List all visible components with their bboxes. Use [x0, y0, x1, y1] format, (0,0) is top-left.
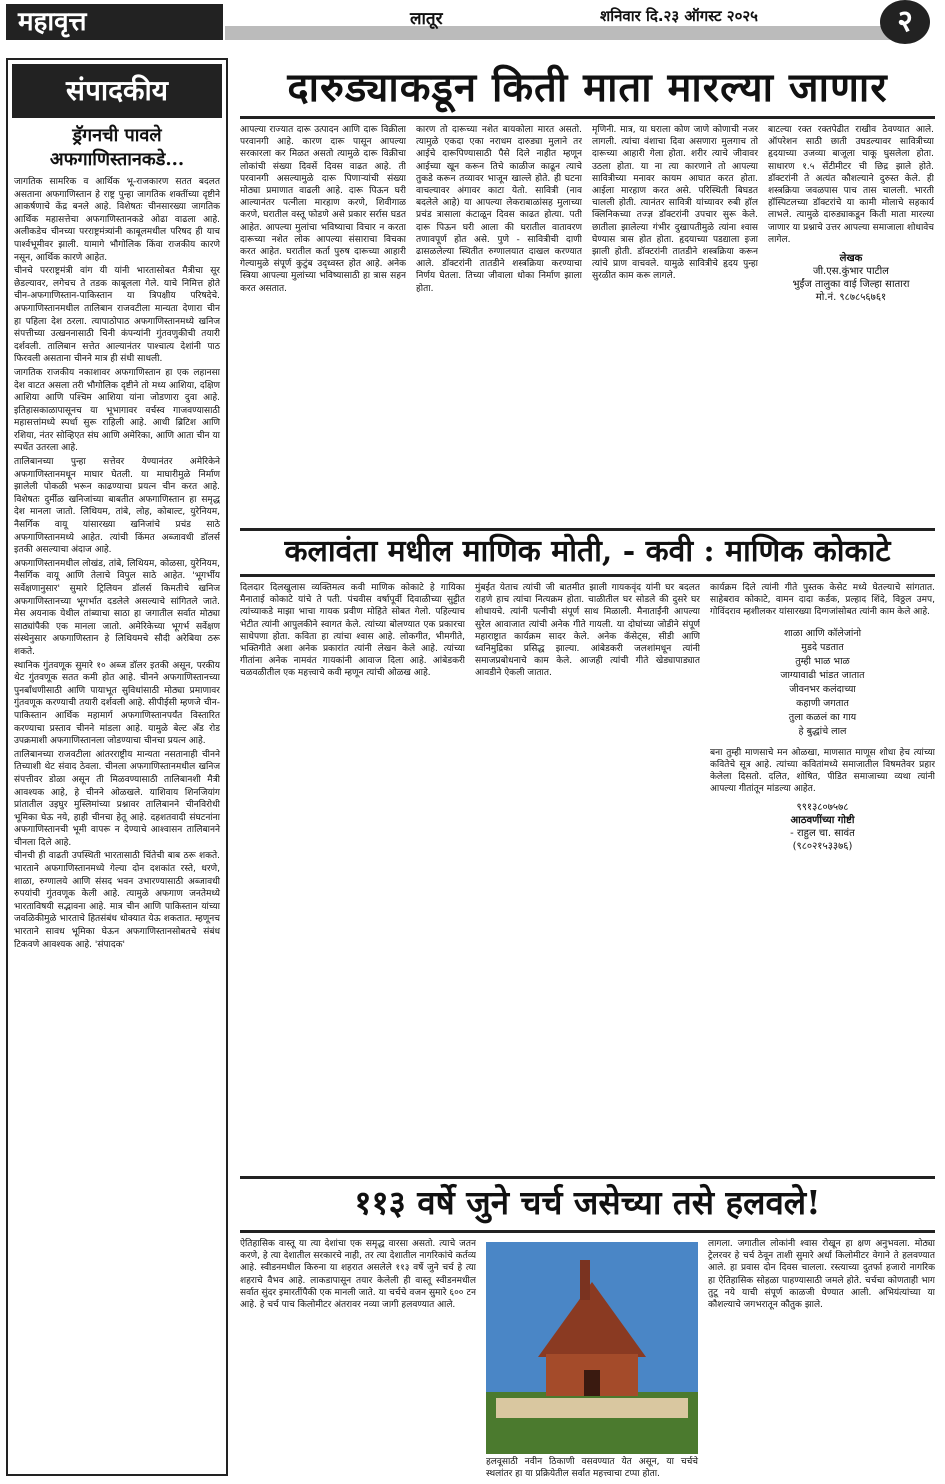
column-name: आठवणींच्या गोष्टी — [790, 815, 855, 827]
article-2-col-2 — [475, 582, 700, 1172]
contributor-signature — [710, 801, 935, 853]
article-2-body — [240, 582, 935, 1172]
editorial-paragraph: जागतिक सामरिक व आर्थिक भू-राजकारण सतत बदलत असताना अफगाणिस्तान हे राष्ट्र पुन्हा जागतिक शक्तींच्या दृष्टीने आकर्षणाचे केंद्र बनले आहे. विशेषतः चीनसारख्या जागतिक आर्थिक महासत्तेचा अफगाणिस्तानकडे ओढा वाढला आहे. अलीकडेच चीनच्या परराष्ट्रमंत्र्यांनी काबूलमधील परिषद ही याच पार्श्वभूमीवर झाली. यामागे भौगोलिक किंवा राजकीय कारणे नसून, आर्थिक कारणे आहेत. — [14, 177, 220, 263]
photo-caption: हलवूसाठी नवीन ठिकाणी वसवण्यात येत असून, या चर्चचे स्थलांतर हा या प्रक्रियेतील सर्वात महत्त्वाचा टप्पा होता. — [486, 1457, 698, 1479]
article-text: मृणिनी. मात्र, या घराला कोण जाणे कोणाची नजर लागली. त्यांचा वंशाचा दिवा असणारा मुलगाच तो दारूच्या आहारी गेला होता. शरीर त्याचे जीवावर उठला होता. या ना त्या कारणाने तो आपल्या सावित्रीच्या मनावर कायम आघात करत होता. आईला मारहाण करत असे. परिस्थिती बिघडत चालली होती. त्यानंतर सावित्री यांच्यावर रुबी हॉल क्लिनिकच्या तज्ज्ञ डॉक्टरांनी उपचार सुरू केले. छातीला झालेल्या गंभीर दुखापतीमुळे त्यांना श्वास घेण्यास त्रास होत होता. हृदयाच्या पडद्याला इजा झाली होती. डॉक्टरांनी तातडीने शस्त्रक्रिया करून त्यांचे प्राण वाचवले. यामुळे सावित्रीचे हृदय पुन्हा सुरळीत काम करू लागले. — [592, 125, 758, 282]
article-text: लागला. जगातील लोकांनी श्वास रोखून हा क्षण अनुभवला. मोठ्या ट्रेलरवर हे चर्च ठेवून ताशी सुमारे अर्धा किलोमीटर वेगाने ते हलवण्यात आले. हा प्रवास दोन दिवस चालला. रस्त्याच्या दुतर्फा हजारो नागरिक हा ऐतिहासिक सोहळा पाहण्यासाठी जमले होते. चर्चचा कोणताही भाग तुटू नये याची संपूर्ण काळजी घेण्यात आली. अभियंत्यांच्या या कौशल्याचे जगभरातून कौतुक झाले. — [708, 1239, 935, 1311]
poem-line: जीवनभर कलंदाच्या — [789, 683, 856, 695]
article-text: आपल्या राज्यात दारू उत्पादन आणि दारू विक्रीला परवानगी आहे. कारण दारू पासून आपल्या सरकारला कर मिळत असतो त्यामुळे दारू विक्रीचा लोकांची संख्या दिवसें दिवस वाढत आहे. ती परवानगी असल्यामुळे दारू पिणाऱ्यांची संख्या मोठ्या प्रमाणात वाढली आहे. दारू पिऊन घरी आल्यानंतर पत्नीला मारहाण करणे, शिवीगाळ करणे, घरातील वस्तू फोडणे असे प्रकार सर्रास घडत आहेत. आपल्या मुलांचा भविष्याचा विचार न करता दारूच्या नशेत लोक आपल्या संसाराचा विचका करत आहेत. घरातील कर्ता पुरुष दारूच्या आहारी गेल्यामुळे संपूर्ण कुटुंब उद्ध्वस्त होत आहे. अनेक स्त्रिया आपल्या मुलांच्या भविष्यासाठी हा त्रास सहन करत असतात. — [240, 125, 406, 294]
editorial-paragraph: चीनची ही वाढती उपस्थिती भारतासाठी चिंतेची बाब ठरू शकते. भारताने अफगाणिस्तानमध्ये गेल्या दोन दशकांत रस्ते, धरणे, शाळा, रुग्णालये आणि संसद भवन उभारण्यासाठी अब्जावधी रुपयांची गुंतवणूक केली आहे. त्यामुळे अफगाण जनतेमध्ये भारताविषयी सद्भावना आहे. मात्र चीन आणि पाकिस्तान यांच्या जवळिकीमुळे भारताचे हितसंबंध धोक्यात येऊ शकतात. म्हणूनच भारताने सावध भूमिका घेऊन अफगाणिस्तानसोबतचे संबंध टिकवणे आवश्यक आहे. 'संपादक' — [14, 851, 220, 950]
crowd — [496, 1398, 688, 1418]
poem-line: कहाणी जगतात — [796, 697, 849, 709]
article-3-headline: ११३ वर्षे जुने चर्च जसेच्या तसे हलवले! — [354, 1183, 821, 1222]
poem-line: जाग्यावाढी भांडत जातात — [780, 669, 865, 681]
editorial-title: ड्रॅगनची पावले अफगाणिस्तानकडे... — [49, 125, 185, 170]
poem-line: तुला कळलं का गाय — [788, 711, 857, 723]
contributor-phone: (९८०२१५३३७६) — [792, 841, 853, 853]
editorial-paragraph: तालिबानच्या राजवटीला आंतरराष्ट्रीय मान्यता नसतानाही चीनने तिच्याशी थेट संवाद ठेवला. चीनला अफगाणिस्तानमधील खनिज संपत्तीवर डोळा असून ती मिळवण्यासाठी तालिबानशी मैत्री आवश्यक आहे, हे चीनने ओळखले. याशिवाय शिनजियांग प्रांतातील उइघुर मुस्लिमांच्या प्रश्नावर तालिबानने चीनविरोधी भूमिका घेऊ नये, हाही चीनचा हेतू आहे. दहशतवादी संघटनांना अफगाणिस्तानची भूमी वापरू न देण्याचे आश्वासन तालिबानने चीनला दिले आहे. — [14, 749, 220, 848]
poem-line: शाळा आणि कॉलेजांनो — [783, 627, 862, 639]
city-label: लातूर — [410, 9, 443, 29]
article-1-body — [240, 124, 935, 524]
poem-line: मुडदे पडतात — [801, 641, 844, 653]
section-rule — [240, 1176, 935, 1179]
editorial-paragraph: स्थानिक गुंतवणूक सुमारे १० अब्ज डॉलर इतकी असून, परकीय थेट गुंतवणूक सतत कमी होत आहे. चीनने अफगाणिस्तानच्या पुनर्बांधणीसाठी आणि पायाभूत सुविधांसाठी मोठ्या प्रमाणावर गुंतवणूक करण्याची तयारी दर्शवली आहे. सीपीईसी म्हणजे चीन-पाकिस्तान आर्थिक महामार्ग अफगाणिस्तानपर्यंत विस्तारित करण्याचा प्रस्ताव चीनने मांडला आहे. यामुळे बेल्ट अँड रोड उपक्रमाशी अफगाणिस्तानला जोडण्याचा चीनचा प्रयत्न आहे. — [14, 660, 220, 747]
article-text: ऐतिहासिक वास्तू या त्या देशांचा एक समृद्ध वारसा असतो. त्याचे जतन करणे, हे त्या देशातील सरकारचे नाही, तर त्या देशातील नागरिकांचे कर्तव्य आहे. स्वीडनमधील किरुना या शहरात असलेले ११३ वर्षे जुने चर्च हे त्या शहराचे वैभव आहे. लाकडापासून तयार केलेली ही वास्तू स्वीडनमधील सर्वात सुंदर इमारतींपैकी एक मानली जाते. या चर्चचे वजन सुमारे ६०० टन आहे. हे चर्च पाच किलोमीटर अंतरावर नव्या जागी हलवण्यात आले. — [240, 1239, 476, 1311]
church-photo — [486, 1242, 698, 1454]
church-spire — [580, 1260, 590, 1300]
article-3-col-2 — [708, 1238, 935, 1478]
article-text: कारण तो दारूच्या नशेत बायकोला मारत असतो. त्यामुळे एकदा एका नराधम दारुड्या मुलाने तर आईचे दारूपिण्यासाठी पैसे दिले नाहीत म्हणून आईच्या खून करून तिचे काळीज काढून त्याचे तुकडे करून तव्यावर भाजून खाल्ले होते. ही घटना वाचल्यावर अंगावर काटा येतो. सावित्री (नाव बदलेले आहे) या आपल्या लेकराबाळांसह मुलाच्या प्रचंड त्रासाला कंटाळून दिवस काढत होत्या. पती दारू पिऊन घरी आला की घरातील वातावरण तणावपूर्ण होत असे. पुणे - सावित्रीची दाणी ढासळलेल्या स्थितीत रुग्णालयात दाखल करण्यात आले. डॉक्टरांनी तातडीने शस्त्रक्रिया करण्याचा निर्णय घेतला. तिच्या जीवाला धोका निर्माण झाला होता. — [416, 125, 582, 294]
poem-line: तुम्ही भाळ भाळ — [795, 655, 850, 667]
church-illustration — [486, 1242, 698, 1454]
article-text: बाटल्या रक्त रक्तपेढीत राखीव ठेवण्यात आले. ऑपरेशन साठी छाती उघडल्यावर सावित्रीच्या हृदयाच्या उजव्या बाजूला चाकू घुसलेला होता. साधारण १.५ सेंटीमीटर ची छिद्र झाले होते. डॉक्टरांनी ते अत्यंत कौशल्याने दुरुस्त केले. ही शस्त्रक्रिया जवळपास पाच तास चालली. भारती हॉस्पिटलच्या डॉक्टरांचे या कामी मोलाचे सहकार्य लाभले. त्यामुळे दारुड्याकडून किती माता मारल्या जाणार या प्रश्नाचे उत्तर आपल्या समाजाला शोधावेच लागेल. — [768, 125, 934, 245]
editorial-body — [8, 176, 226, 951]
article-text: बना तुम्ही माणसाचे मन ओळखा, माणसात माणूस शोधा हेच त्यांच्या कवितेचे सूत्र आहे. त्यांच्या कवितांमध्ये समाजातील विषमतेवर प्रहार केलेला दिसतो. दलित, शोषित, पीडित समाजाच्या व्यथा त्यांनी आपल्या गीतांतून मांडल्या आहेत. — [710, 747, 935, 795]
author-label: लेखक — [839, 253, 863, 265]
masthead — [0, 0, 945, 46]
article-2-col-3 — [710, 582, 935, 1172]
author-address: भुईंज तालुका वाई जिल्हा सातारा — [792, 279, 910, 291]
contact-number: ९९१३८०७५७८ — [796, 802, 849, 814]
headline-rule — [240, 574, 935, 577]
page-number: २ — [880, 0, 930, 44]
editorial-paragraph: चीनचे परराष्ट्रमंत्री वांग यी यांनी भारतासोबत मैत्रीचा सूर छेडल्यावर, लगेचच ते तडक काबूलला गेले. याचे निमित्त होते चीन-अफगाणिस्तान-पाकिस्तान या त्रिपक्षीय परिषदेचे. अफगाणिस्तानमधील तालिबान राजवटीला मान्यता देणारा चीन हा पहिला देश ठरला. त्यापाठोपाठ अफगाणिस्तानमध्ये खनिज संपत्तीच्या उत्खननासाठी चिनी कंपन्यांनी गुंतवणुकीची तयारी दर्शवली. तालिबान सत्तेत आल्यानंतर पाश्चात्य देशांनी पाठ फिरवली असताना चीनने मात्र ही संधी साधली. — [14, 266, 220, 365]
headline-rule — [240, 1230, 935, 1233]
editorial-paragraph: जागतिक राजकीय नकाशावर अफगाणिस्तान हा एक लहानसा देश वाटत असला तरी भौगोलिक दृष्टीने तो मध्य आशिया, दक्षिण आशिया आणि पश्चिम आशिया यांना जोडणारा दुवा आहे. इतिहासकाळापासूनच या भूभागावर वर्चस्व गाजवण्यासाठी महासत्तांमध्ये स्पर्धा सुरू राहिली आहे. आधी ब्रिटिश आणि रशिया, नंतर सोव्हिएत संघ आणि अमेरिका, आणि आता चीन या स्पर्धेत उतरला आहे. — [14, 367, 220, 454]
article-text: मुंबईत येताच त्यांची जी बातमीत झाली गायकवृंद यांनी घर बदलत राहणे हाच त्यांचा नित्यक्रम होता. चाळीतील घर सोडले की दुसरे घर शोधायचे. त्यांनी पत्नीची संपूर्ण साथ मिळाली. मैनाताईंनी आपल्या सुरेल आवाजात त्यांची अनेक गीते गायली. या दोघांच्या जोडीने संपूर्ण महाराष्ट्रात कार्यक्रम सादर केले. अनेक कॅसेट्स, सीडी आणि ध्वनिमुद्रिका प्रसिद्ध झाल्या. आंबेडकरी जलशांमधून त्यांनी समाजप्रबोधनाचे काम केले. आजही त्यांची गीते खेड्यापाड्यात आवडीने ऐकली जातात. — [475, 583, 700, 679]
editorial-band: संपादकीय — [12, 64, 222, 118]
article-text: कार्यक्रम दिले त्यांनी गीते पुस्तक केसेट मध्ये घेतल्याचे सांगतात. साहेबराव कोकाटे, वामन दादा कर्डक, प्रल्हाद शिंदे, विठ्ठल उमप, गोविंदराव म्हशीलकर यांसारख्या दिग्गजांसोबत त्यांनी काम केले आहे. — [710, 583, 935, 618]
poem-block — [710, 627, 935, 739]
article-text: दिलदार दिलखुलास व्यक्तिमत्व कवी माणिक कोकाटे हे गायिका मैनाताई कोकाटे यांचे ते पती. पंचवीस वर्षापूर्वी दिवाळीच्या सुट्टीत त्यांच्याकडे माझा भाचा गायक प्रवीण मोहिते सोबत गेलो. पहिल्याच भेटीत त्यांनी आपुलकीने स्वागत केले. त्यांच्या बोलण्यात एक प्रकारचा साधेपणा होता. कविता हा त्यांचा श्वास आहे. लोकगीत, भीमगीते, भक्तिगीते अशा अनेक प्रकारांत त्यांनी लेखन केले आहे. त्यांच्या गीतांना अनेक नामवंत गायकांनी आवाज दिला आहे. आंबेडकरी चळवळीतील एक महत्त्वाचे कवी म्हणून त्यांची ओळख आहे. — [240, 583, 465, 679]
article-2-col-1 — [240, 582, 465, 1172]
editorial-paragraph: अफगाणिस्तानमधील लोखंड, तांबे, लिथियम, कोळसा, युरेनियम, नैसर्गिक वायू आणि तेलाचे विपुल साठे आहेत. 'भूगर्भीय सर्वेक्षणानुसार' सुमारे ट्रिलियन डॉलर्स किमतीचे खनिज अफगाणिस्तानच्या भूगर्भात दडलेले असल्याचे सांगितले जाते. मेस अयनाक येथील तांब्याचा साठा हा जगातील सर्वात मोठ्या साठ्यांपैकी एक मानला जातो. अमेरिकेच्या भूगर्भ सर्वेक्षण संस्थेनुसार अफगाणिस्तान हे लिथियमचे सौदी अरेबिया ठरू शकते. — [14, 558, 220, 657]
masthead-bar — [225, 26, 905, 40]
article-1-col-4 — [768, 124, 934, 524]
article-1-col-2 — [416, 124, 582, 524]
section-rule — [240, 528, 935, 531]
editorial-column — [6, 58, 228, 1476]
contributor-name: - राहुल चा. सावंत — [790, 828, 855, 840]
poem-line: हे बुद्धांचे लाल — [798, 725, 847, 737]
article-3-col-1 — [240, 1238, 476, 1478]
church-door — [584, 1370, 600, 1396]
author-signature — [768, 252, 934, 304]
editorial-paragraph: तालिबानच्या पुन्हा सत्तेवर येण्यानंतर अमेरिकेने अफगाणिस्तानमधून माघार घेतली. या माघारीमुळे निर्माण झालेली पोकळी भरून काढण्याचा प्रयत्न चीन करत आहे. विशेषतः दुर्मीळ खनिजांच्या बाबतीत अफगाणिस्तान हा समृद्ध देश मानला जातो. लिथियम, तांबे, लोह, कोबाल्ट, युरेनियम, नैसर्गिक वायू यांसारख्या खनिजांचे प्रचंड साठे अफगाणिस्तानमध्ये आहेत. त्यांची किंमत अब्जावधी डॉलर्स इतकी असल्याचा अंदाज आहे. — [14, 457, 220, 556]
issue-date: शनिवार दि.२३ ऑगस्ट २०२५ — [600, 7, 758, 25]
author-phone: मो.नं. ९८७८५६७६१ — [815, 292, 887, 304]
paper-name: महावृत्त — [6, 4, 223, 40]
headline-rule — [240, 116, 935, 119]
article-1-headline: दारुड्याकडून किती माता मारल्या जाणार — [287, 64, 888, 111]
article-1-col-1 — [240, 124, 406, 524]
article-1-col-3 — [592, 124, 758, 524]
article-2-headline: कलावंता मधील माणिक मोती, - कवी : माणिक कोकाटे — [284, 534, 891, 569]
author-name: जी.एस.कुंभार पाटील — [813, 266, 889, 278]
